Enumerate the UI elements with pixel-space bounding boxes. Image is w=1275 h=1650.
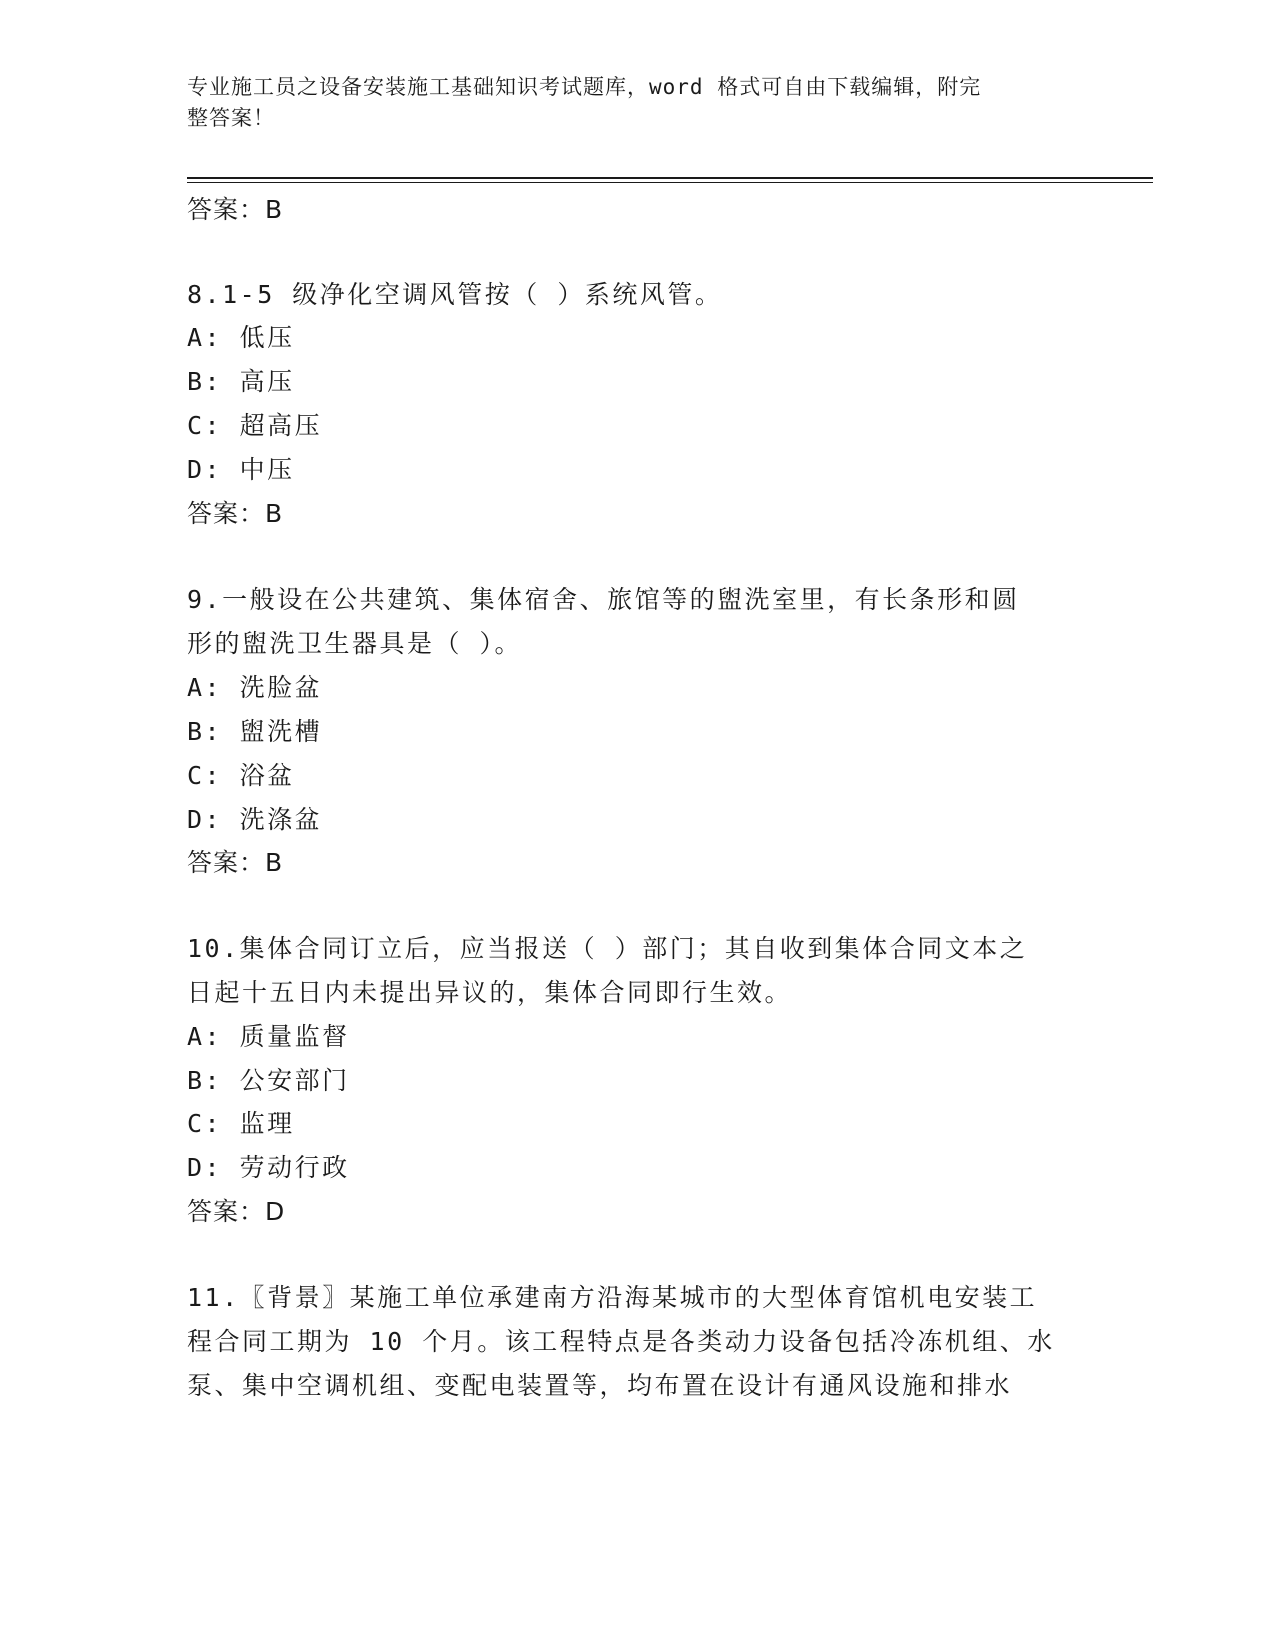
header-line-2: 整答案！ (187, 106, 275, 130)
question-8-option-d: D: 中压 (187, 455, 295, 484)
question-9-option-a: A: 洗脸盆 (187, 673, 323, 702)
header-divider-thin (187, 182, 1153, 183)
header-line-1: 专业施工员之设备安装施工基础知识考试题库，word 格式可自由下载编辑，附完 (187, 75, 982, 99)
question-9-option-c: C: 浴盆 (187, 761, 295, 790)
question-11-stem-line-2: 程合同工期为 10 个月。该工程特点是各类动力设备包括冷冻机组、水 (187, 1327, 1055, 1356)
question-8-option-a: A: 低压 (187, 323, 295, 352)
question-10-option-a: A: 质量监督 (187, 1022, 350, 1051)
answer-q7: 答案：B (187, 195, 284, 224)
question-10-answer: 答案：D (187, 1197, 286, 1226)
question-10-stem-line-1: 10.集体合同订立后，应当报送（ ）部门；其自收到集体合同文本之 (187, 934, 1028, 963)
document-header (187, 72, 1067, 134)
question-10-stem-line-2: 日起十五日内未提出异议的，集体合同即行生效。 (187, 978, 793, 1007)
question-8-stem: 8.1-5 级净化空调风管按（ ）系统风管。 (187, 280, 723, 309)
question-9-stem-line-2: 形的盥洗卫生器具是（ ）。 (187, 629, 523, 658)
question-10-option-c: C: 监理 (187, 1109, 295, 1138)
question-11-stem-line-3: 泵、集中空调机组、变配电装置等，均布置在设计有通风设施和排水 (187, 1371, 1013, 1400)
question-8-option-c: C: 超高压 (187, 411, 323, 440)
question-8-option-b: B: 高压 (187, 367, 295, 396)
question-11-stem-line-1: 11.〖背景〗某施工单位承建南方沿海某城市的大型体育馆机电安装工 (187, 1283, 1038, 1312)
header-divider-thick (187, 177, 1153, 179)
question-10-option-d: D: 劳动行政 (187, 1153, 350, 1182)
question-10-option-b: B: 公安部门 (187, 1066, 350, 1095)
question-9-option-d: D: 洗涤盆 (187, 805, 323, 834)
question-9-option-b: B: 盥洗槽 (187, 717, 323, 746)
question-9-stem-line-1: 9.一般设在公共建筑、集体宿舍、旅馆等的盥洗室里，有长条形和圆 (187, 585, 1020, 614)
question-8-answer: 答案：B (187, 499, 284, 528)
question-9-answer: 答案：B (187, 848, 284, 877)
